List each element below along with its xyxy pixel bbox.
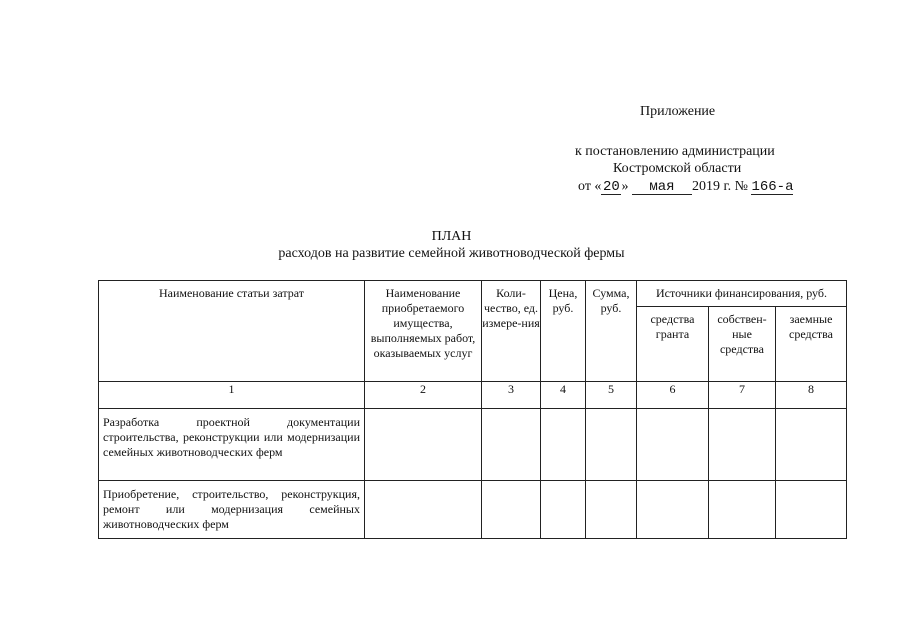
column-number: 6 xyxy=(637,382,709,409)
date-day: 20 xyxy=(603,179,620,195)
empty-cell xyxy=(709,481,776,539)
plan-title: ПЛАН xyxy=(431,229,472,244)
column-number: 3 xyxy=(482,382,541,409)
table-row xyxy=(99,481,847,539)
resolution-label: к постановлению администрации xyxy=(575,144,775,159)
empty-cell xyxy=(637,481,709,539)
date-year: 2019 г. № xyxy=(691,179,748,194)
header-expense-item: Наименование статьи затрат xyxy=(99,281,365,382)
empty-cell xyxy=(365,409,482,481)
header-price: Цена, руб. xyxy=(541,281,586,382)
empty-cell xyxy=(776,409,847,481)
header-funding-sources: Источники финансирования, руб. xyxy=(637,281,847,307)
header-quantity: Коли-чество, ед. измере-ния xyxy=(482,281,541,382)
empty-cell xyxy=(482,481,541,539)
column-number: 1 xyxy=(99,382,365,409)
resolution-number: 166-а xyxy=(751,179,794,195)
column-number: 8 xyxy=(776,382,847,409)
header-sum: Сумма, руб. xyxy=(586,281,637,382)
plan-subtitle: расходов на развитие семейной животноводческой фермы xyxy=(278,246,625,261)
empty-cell xyxy=(637,409,709,481)
column-number: 5 xyxy=(586,382,637,409)
date-quote: » xyxy=(621,179,629,194)
header-borrowed-funds: заемные средства xyxy=(776,307,847,382)
empty-cell xyxy=(709,409,776,481)
expense-item-construction: Приобретение, строительство, реконструкция, ремонт или модернизация семейных животноводческих ферм xyxy=(99,481,365,539)
header-property-name: Наименование приобретаемого имущества, выполняемых работ, оказываемых услуг xyxy=(365,281,482,382)
region-label: Костромской области xyxy=(613,161,742,176)
expense-item-design: Разработка проектной документации строительства, реконструкции или модернизации семейных животноводческих ферм xyxy=(99,409,365,481)
column-number: 4 xyxy=(541,382,586,409)
table-row xyxy=(99,409,847,481)
empty-cell xyxy=(586,481,637,539)
empty-cell xyxy=(586,409,637,481)
column-number: 2 xyxy=(365,382,482,409)
empty-cell xyxy=(482,409,541,481)
empty-cell xyxy=(365,481,482,539)
resolution-date-line xyxy=(578,179,793,195)
empty-cell xyxy=(541,409,586,481)
header-grant-funds: средства гранта xyxy=(637,307,709,382)
empty-cell xyxy=(541,481,586,539)
expense-plan-table xyxy=(98,280,847,539)
date-month: мая xyxy=(632,180,692,195)
column-numbers-row xyxy=(99,382,847,409)
date-prefix: от « xyxy=(578,179,602,194)
column-number: 7 xyxy=(709,382,776,409)
header-own-funds: собствен-ные средства xyxy=(709,307,776,382)
appendix-label: Приложение xyxy=(640,104,716,119)
empty-cell xyxy=(776,481,847,539)
